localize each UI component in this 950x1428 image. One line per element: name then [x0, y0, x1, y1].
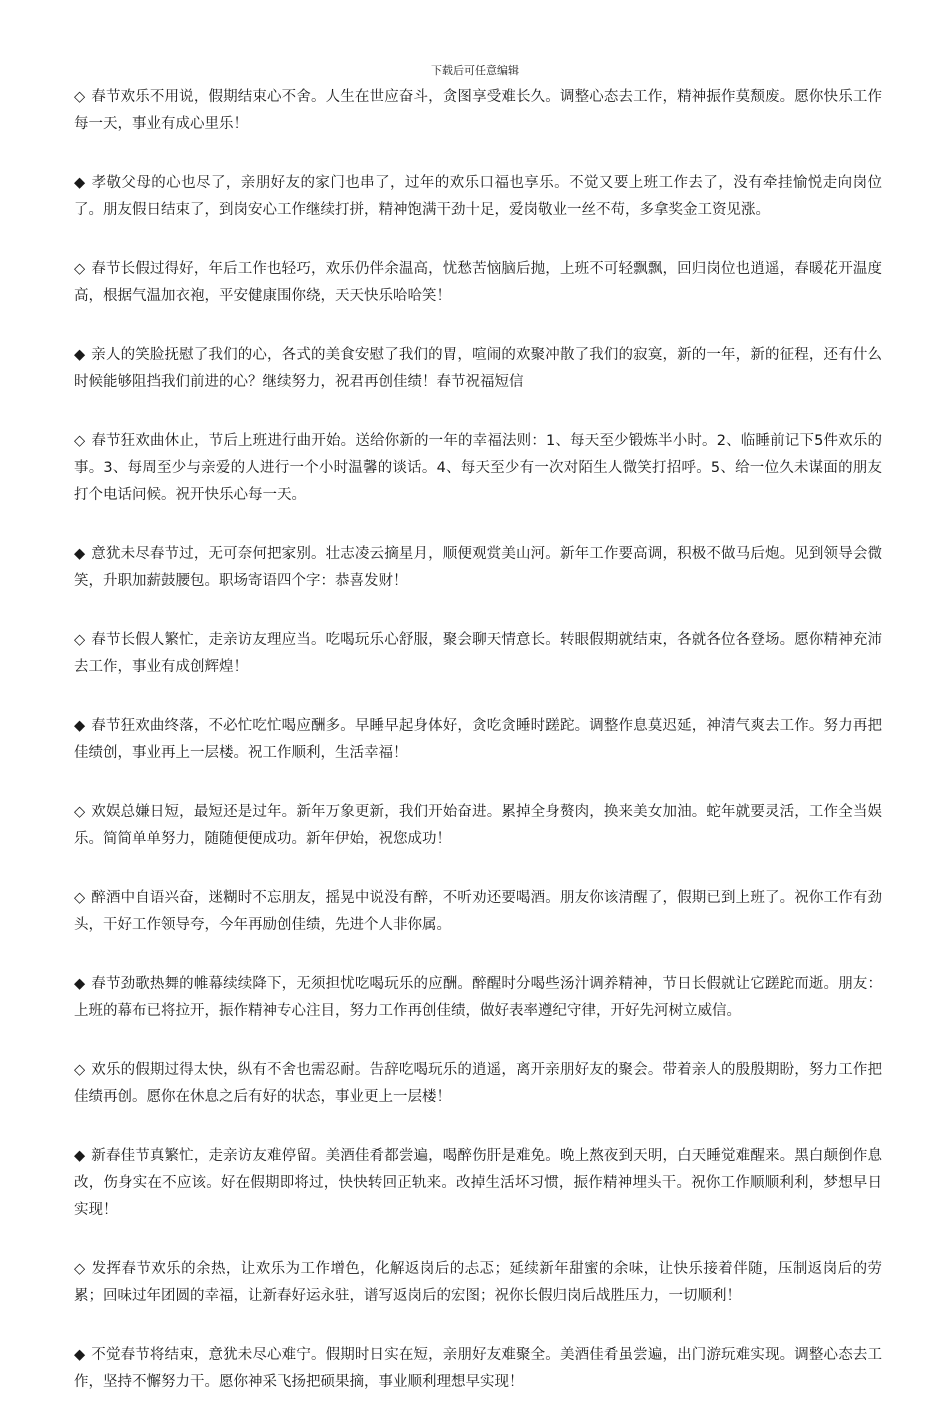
hollow-diamond-bullet-icon: ◇: [74, 89, 86, 105]
paragraph-text: 春节长假人繁忙，走亲访友理应当。吃喝玩乐心舒服，聚会聊天情意长。转眼假期就结束，各就各位各登场。愿你精神充沛去工作，事业有成创辉煌！: [74, 632, 882, 675]
paragraph: [74, 885, 882, 939]
paragraph: [74, 971, 882, 1025]
hollow-diamond-bullet-icon: ◇: [74, 632, 86, 648]
paragraph: [74, 256, 882, 310]
filled-diamond-bullet-icon: ◆: [74, 1148, 86, 1164]
paragraph: [74, 1256, 882, 1310]
filled-diamond-bullet-icon: ◆: [74, 546, 86, 562]
paragraph: [74, 799, 882, 853]
paragraph: [74, 428, 882, 509]
paragraph: [74, 627, 882, 681]
filled-diamond-bullet-icon: ◆: [74, 347, 86, 363]
paragraph: [74, 1057, 882, 1111]
hollow-diamond-bullet-icon: ◇: [74, 1062, 86, 1078]
paragraph-text: 意犹未尽春节过，无可奈何把家别。壮志凌云摘星月，顺便观赏美山河。新年工作要高调，积极不做马后炮。见到领导会微笑，升职加薪鼓腰包。职场寄语四个字：恭喜发财！: [74, 546, 882, 589]
filled-diamond-bullet-icon: ◆: [74, 175, 86, 191]
filled-diamond-bullet-icon: ◆: [74, 1347, 86, 1363]
hollow-diamond-bullet-icon: ◇: [74, 1261, 86, 1277]
hollow-diamond-bullet-icon: ◇: [74, 890, 86, 906]
paragraph: [74, 170, 882, 224]
paragraph-text: 春节长假过得好，年后工作也轻巧，欢乐仍伴余温高，忧愁苦恼脑后抛，上班不可轻飘飘，回归岗位也逍遥，春暖花开温度高，根据气温加衣袍，平安健康围你绕，天天快乐哈哈笑！: [74, 261, 882, 304]
hollow-diamond-bullet-icon: ◇: [74, 433, 86, 449]
paragraph: [74, 84, 882, 138]
paragraph: [74, 1342, 882, 1396]
paragraph-text: 新春佳节真繁忙，走亲访友难停留。美酒佳肴都尝遍，喝醉伤肝是难免。晚上熬夜到天明，白天睡觉难醒来。黑白颠倒作息改，伤身实在不应该。好在假期即将过，快快转回正轨来。改掉生活坏习惯，振作精神埋头干。祝你工作顺顺利利，梦想早日实现！: [74, 1148, 882, 1218]
hollow-diamond-bullet-icon: ◇: [74, 261, 86, 277]
filled-diamond-bullet-icon: ◆: [74, 718, 86, 734]
paragraph-text: 欢乐的假期过得太快，纵有不舍也需忍耐。告辞吃喝玩乐的逍遥，离开亲朋好友的聚会。带着亲人的殷殷期盼，努力工作把佳绩再创。愿你在休息之后有好的状态，事业更上一层楼！: [74, 1062, 882, 1105]
paragraph-text: 欢娱总嫌日短，最短还是过年。新年万象更新，我们开始奋进。累掉全身赘肉，换来美女加油。蛇年就要灵活，工作全当娱乐。简简单单努力，随随便便成功。新年伊始，祝您成功！: [74, 804, 882, 847]
paragraph: [74, 541, 882, 595]
hollow-diamond-bullet-icon: ◇: [74, 804, 86, 820]
paragraph: [74, 713, 882, 767]
paragraph-text: 亲人的笑脸抚慰了我们的心，各式的美食安慰了我们的胃，喧闹的欢聚冲散了我们的寂寞，新的一年，新的征程，还有什么时候能够阻挡我们前进的心？继续努力，祝君再创佳绩！春节祝福短信: [74, 347, 882, 390]
paragraph: [74, 342, 882, 396]
paragraph-text: 发挥春节欢乐的余热，让欢乐为工作增色，化解返岗后的忐忑；延续新年甜蜜的余味，让快乐接着伴随，压制返岗后的劳累；回味过年团圆的幸福，让新春好运永驻，谱写返岗后的宏图；祝你长假归岗后战胜压力，一切顺利！: [74, 1261, 882, 1304]
paragraph-text: 孝敬父母的心也尽了，亲朋好友的家门也串了，过年的欢乐口福也享乐。不觉又要上班工作去了，没有牵挂愉悦走向岗位了。朋友假日结束了，到岗安心工作继续打拼，精神饱满干劲十足，爱岗敬业一丝不苟，多拿奖金工资见涨。: [74, 175, 882, 218]
paragraph-text: 醉酒中自语兴奋，迷糊时不忘朋友，摇晃中说没有醉，不听劝还要喝酒。朋友你该清醒了，假期已到上班了。祝你工作有劲头，干好工作领导夸，今年再励创佳绩，先进个人非你属。: [74, 890, 882, 933]
paragraph-text: 不觉春节将结束，意犹未尽心难宁。假期时日实在短，亲朋好友难聚全。美酒佳肴虽尝遍，出门游玩难实现。调整心态去工作，坚持不懈努力干。愿你神采飞扬把硕果摘，事业顺利理想早实现！: [74, 1347, 882, 1390]
filled-diamond-bullet-icon: ◆: [74, 976, 86, 992]
header-note: 下载后可任意编辑: [431, 64, 519, 77]
document-body: [74, 84, 882, 1428]
paragraph-text: 春节劲歌热舞的帷幕续续降下，无须担忧吃喝玩乐的应酬。醉醒时分喝些汤汁调养精神，节日长假就让它蹉跎而逝。朋友：上班的幕布已将拉开，振作精神专心注目，努力工作再创佳绩，做好表率遵纪守律，开好先河树立威信。: [74, 976, 882, 1019]
paragraph-text: 春节欢乐不用说，假期结束心不舍。人生在世应奋斗，贪图享受难长久。调整心态去工作，精神振作莫颓废。愿你快乐工作每一天，事业有成心里乐！: [74, 89, 882, 132]
paragraph-text: 春节狂欢曲休止，节后上班进行曲开始。送给你新的一年的幸福法则：1、每天至少锻炼半小时。2、临睡前记下5件欢乐的事。3、每周至少与亲爱的人进行一个小时温馨的谈话。4、每天至少有一次对陌生人微笑打招呼。5、给一位久未谋面的朋友打个电话问候。祝开快乐心每一天。: [74, 433, 883, 503]
paragraph: [74, 1143, 882, 1224]
paragraph-text: 春节狂欢曲终落，不必忙吃忙喝应酬多。早睡早起身体好，贪吃贪睡时蹉跎。调整作息莫迟延，神清气爽去工作。努力再把佳绩创，事业再上一层楼。祝工作顺利，生活幸福！: [74, 718, 882, 761]
